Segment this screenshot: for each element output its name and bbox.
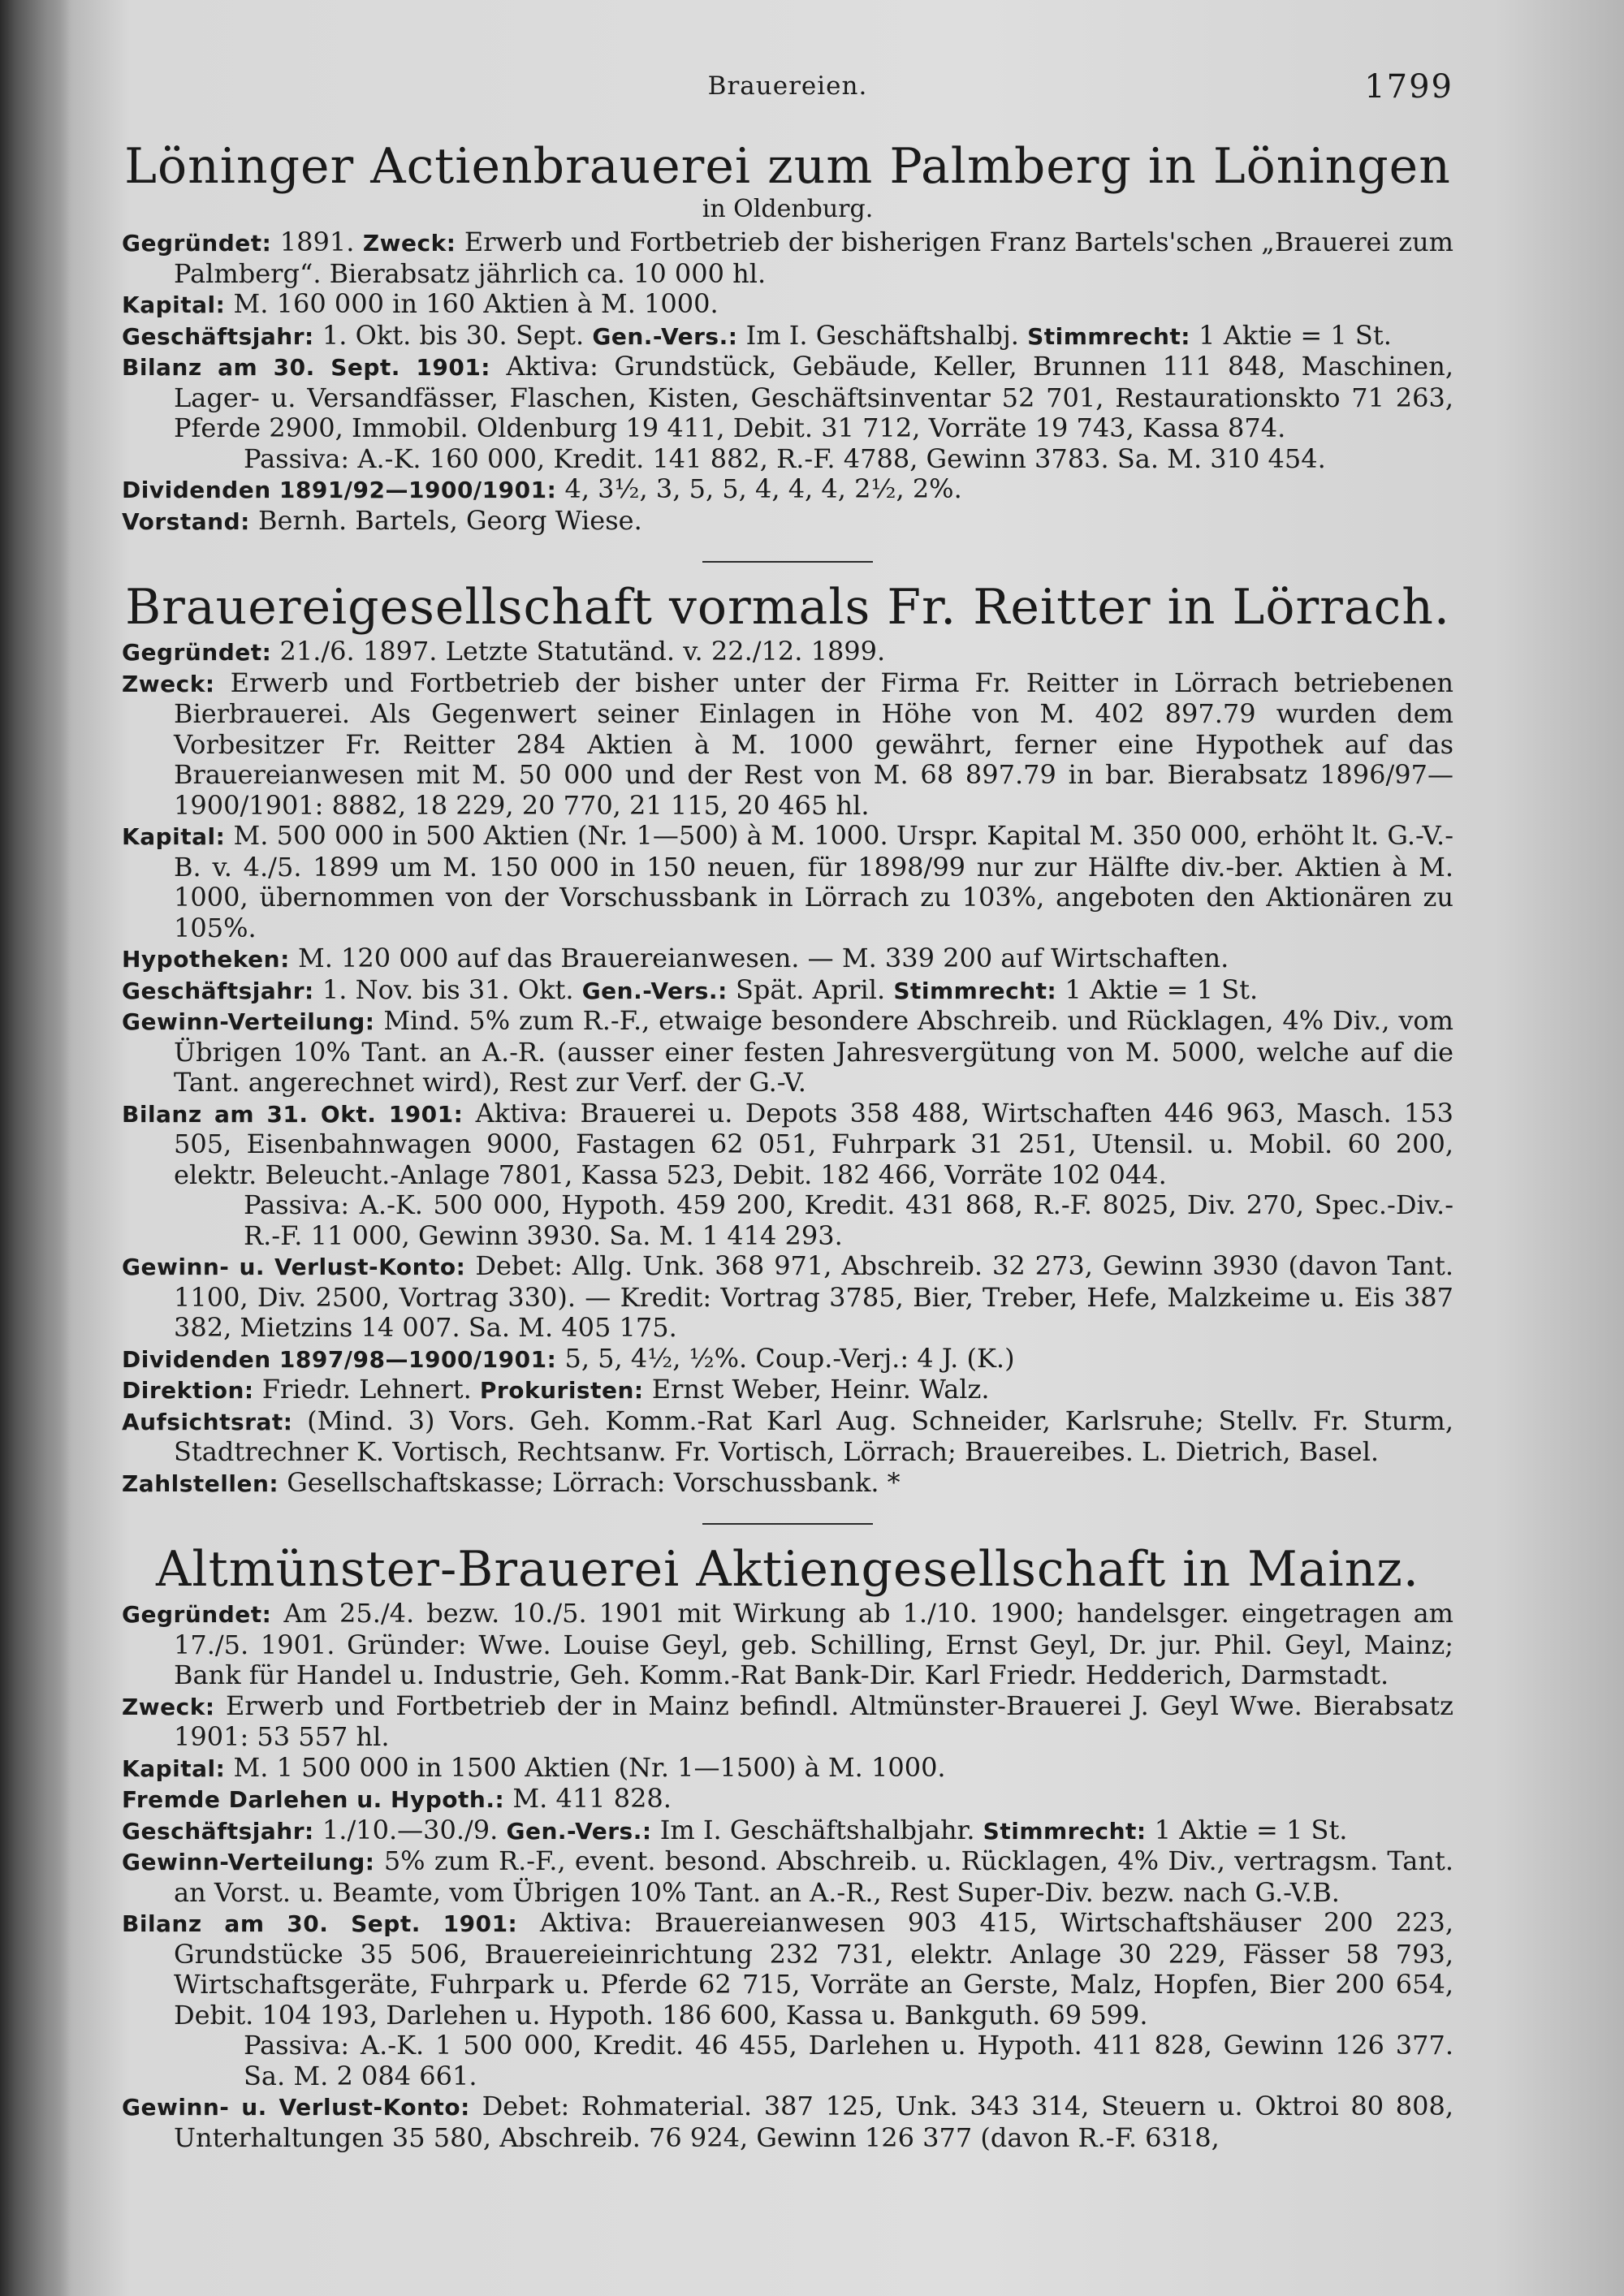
field-text: (Mind. 3) Vors. Geh. Komm.-Rat Karl Aug. Schneider, Karlsruhe; Stellv. Fr. Sturm, Stadtrechner K. Vortisch, Rechtsanw. Fr. Vortisch, Lörrach; Brauereibes. L. Dietrich, Basel. [174, 1405, 1454, 1467]
field-text: Aktiva: Brauereianwesen 903 415, Wirtschaftshäuser 200 223, Grundstücke 35 506, Brauereieinrichtung 232 731, elektr. Anlage 30 229, Fässer 58 793, Wirtschaftsgeräte, Fuhrpark u. Pferde 62 715, Vorräte an Gerste, Malz, Hopfen, Bier 200 654, Debit. 104 193, Darlehen u. Hypoth. 186 600, Kassa u. Bankguth. 69 599. [174, 1907, 1454, 2031]
field-text: 1 Aktie = 1 St. [1199, 319, 1392, 351]
entry-line [122, 227, 1453, 289]
field-text: Mind. 5% zum R.-F., etwaige besondere Abschreib. und Rücklagen, 4% Div., vom Übrigen 10% Tant. an A.-R. (ausser einer festen Jahresvergütung von M. 5000, welche auf die Tant. angerechnet wird), Rest zur Verf. der G.-V. [174, 1005, 1454, 1098]
entry-line [122, 2091, 1453, 2153]
field-label: Bilanz am 30. Sept. 1901: [122, 354, 491, 381]
field-label: Dividenden 1897/98—1900/1901: [122, 1345, 557, 1373]
field-label: Gewinn- u. Verlust-Konto: [122, 1254, 466, 1280]
field-text: Friedr. Lehnert. [261, 1374, 472, 1405]
entry-line [122, 637, 1453, 668]
field-text: 5% zum R.-F., event. besond. Abschreib. u. Rücklagen, 4% Div., vertragsm. Tant. an Vorst. u. Beamte, vom Übrigen 10% Tant. an A.-R., Rest Super-Div. bezw. nach G.-V.B. [174, 1845, 1454, 1908]
field-text: Passiva: A.-K. 1 500 000, Kredit. 46 455, Darlehen u. Hypoth. 411 828, Gewinn 126 377. Sa. M. 2 084 661. [244, 2030, 1453, 2091]
field-label: Gen.-Vers.: [592, 322, 738, 350]
field-label: Gewinn-Verteilung: [122, 1849, 375, 1875]
field-label: Gegründet: [122, 639, 272, 666]
field-label: Gegründet: [122, 230, 272, 257]
page-number: 1799 [1364, 68, 1453, 106]
field-text: Spät. April. [735, 973, 886, 1005]
running-head [122, 65, 1453, 122]
entry-line [122, 1784, 1453, 1815]
field-text: 1 Aktie = 1 St. [1065, 973, 1259, 1005]
field-label: Geschäftsjahr: [122, 977, 314, 1004]
entry-line [122, 474, 1453, 506]
field-text: Im I. Geschäftshalbj. [745, 319, 1019, 351]
field-text: 5, 5, 4½, ½%. Coup.-Verj.: 4 J. (K.) [564, 1342, 1015, 1374]
entry-line [122, 943, 1453, 975]
book-binding-shadow [0, 0, 70, 2296]
field-text: 1 Aktie = 1 St. [1154, 1814, 1348, 1845]
entry-line [122, 1006, 1453, 1098]
entry-line [122, 1098, 1453, 1191]
entry-title: Löninger Actienbrauerei zum Palmberg in Löningen [124, 138, 1451, 195]
field-text: 1891. [279, 227, 363, 257]
field-label: Zweck: [122, 1693, 215, 1720]
running-head-title: Brauereien. [707, 71, 868, 101]
field-label: Vorstand: [122, 507, 250, 535]
field-text: 1./10.—30./9. [322, 1814, 499, 1845]
field-text: M. 500 000 in 500 Aktien (Nr. 1—500) à M. 1000. Urspr. Kapital M. 350 000, erhöht lt. G.-V.-B. v. 4./5. 1899 um M. 150 000 in 150 neuen, für 1898/99 nur zur Hälfte div.-ber. Aktien à M. 1000, übernommen von der Vorschussbank in Lörrach zu 103%, angeboten den Aktionären zu 105%. [174, 820, 1453, 943]
field-text: M. 1 500 000 in 1500 Aktien (Nr. 1—1500) à M. 1000. [233, 1751, 946, 1783]
entry-line [122, 289, 1453, 321]
field-text: 1. Nov. bis 31. Okt. [322, 973, 574, 1005]
section-divider [702, 1523, 873, 1525]
field-text: M. 120 000 auf das Brauereianwesen. — M. 339 200 auf Wirtschaften. [297, 943, 1229, 973]
page-content [122, 65, 1453, 2257]
entry-line [122, 352, 1453, 444]
field-text: Ernst Weber, Heinr. Walz. [651, 1374, 990, 1405]
entry-line [122, 321, 1453, 352]
field-label: Aufsichtsrat: [122, 1408, 293, 1435]
entry-reitter [122, 579, 1454, 1499]
entry-line [122, 1468, 1453, 1500]
field-text: Aktiva: Brauerei u. Depots 358 488, Wirtschaften 446 963, Masch. 153 505, Eisenbahnwagen 9000, Fastagen 62 051, Fuhrpark 31 251, Utensil. u. Mobil. 60 200, elektr. Beleucht.-Anlage 7801, Kassa 523, Debit. 182 466, Vorräte 102 044. [174, 1097, 1454, 1190]
field-label: Gen.-Vers.: [581, 977, 728, 1004]
entry-title: Brauereigesellschaft vormals Fr. Reitter in Lörrach. [125, 579, 1450, 636]
field-label: Hypotheken: [122, 946, 290, 973]
field-text: Erwerb und Fortbetrieb der in Mainz befindl. Altmünster-Brauerei J. Geyl Wwe. Bierabsatz 1901: 53 557 hl. [174, 1690, 1454, 1752]
field-label: Stimmrecht: [983, 1817, 1147, 1845]
field-text: Erwerb und Fortbetrieb der bisherigen Franz Bartels'schen „Brauerei zum Palmberg“. Bierabsatz jährlich ca. 10 000 hl. [174, 227, 1454, 289]
field-text: Passiva: A.-K. 500 000, Hypoth. 459 200, Kredit. 431 868, R.-F. 8025, Div. 270, Spec.-Div.-R.-F. 11 000, Gewinn 3930. Sa. M. 1 414 293. [244, 1189, 1453, 1251]
entry-line [122, 975, 1453, 1007]
entry-line [122, 1375, 1453, 1406]
entry-subtitle: in Oldenburg. [702, 195, 874, 223]
field-text: Im I. Geschäftshalbjahr. [659, 1814, 975, 1845]
field-text: 4, 3½, 3, 5, 5, 4, 4, 4, 2½, 2%. [564, 473, 962, 504]
entry-line-passiva [122, 1190, 1453, 1251]
field-text: 21./6. 1897. Letzte Statutänd. v. 22./12. 1899. [279, 636, 886, 667]
field-text: M. 411 828. [512, 1783, 672, 1814]
field-label: Fremde Darlehen u. Hypoth.: [122, 1786, 505, 1813]
entry-line-passiva [122, 444, 1453, 475]
field-text: Erwerb und Fortbetrieb der bisher unter der Firma Fr. Reitter in Lörrach betriebenen Bierbrauerei. Als Gegenwert seiner Einlagen in Höhe von M. 402 897.79 wurden dem Vorbesitzer Fr. Reitter 284 Aktien à M. 1000 gewährt, ferner eine Hypothek auf das Brauereianwesen mit M. 50 000 und der Rest von M. 68 897.79 in bar. Bierabsatz 1896/97—1900/1901: 8882, 18 229, 20 770, 21 115, 20 465 hl. [174, 667, 1454, 821]
entry-line [122, 1344, 1453, 1375]
field-text: Aktiva: Grundstück, Gebäude, Keller, Brunnen 111 848, Maschinen, Lager- u. Versandfässer, Flaschen, Kisten, Geschäftsinventar 52 701, Restaurationskto 71 263, Pferde 2900, Immobil. Oldenburg 19 411, Debit. 31 712, Vorräte 19 743, Kassa 874. [174, 351, 1454, 443]
entry-line [122, 821, 1453, 943]
field-label: Prokuristen: [479, 1377, 644, 1404]
field-label: Direktion: [122, 1377, 254, 1404]
entry-line [122, 1846, 1453, 1908]
field-text: Bernh. Bartels, Georg Wiese. [257, 504, 642, 536]
field-label: Zweck: [362, 230, 456, 257]
field-text: Debet: Allg. Unk. 368 971, Abschreib. 32 273, Gewinn 3930 (davon Tant. 1100, Div. 2500, Vortrag 330). — Kredit: Vortrag 3785, Bier, Treber, Hefe, Malzkeime u. Eis 387 382, Mietzins 14 007. Sa. M. 405 175. [174, 1250, 1454, 1343]
entry-line [122, 1599, 1453, 1691]
entry-line [122, 668, 1453, 822]
field-text: Debet: Rohmaterial. 387 125, Unk. 343 314, Steuern u. Oktroi 80 808, Unterhaltungen 35 580, Abschreib. 76 924, Gewinn 126 377 (davon R.-F. 6318, [174, 2091, 1454, 2153]
field-label: Gewinn- u. Verlust-Konto: [122, 2094, 470, 2121]
field-text: Am 25./4. bezw. 10./5. 1901 mit Wirkung ab 1./10. 1900; handelsger. eingetragen am 17./5. 1901. Gründer: Wwe. Louise Geyl, geb. Schilling, Ernst Geyl, Dr. jur. Phil. Geyl, Mainz; Bank für Handel u. Industrie, Geh. Komm.-Rat Bank-Dir. Karl Friedr. Hedderich, Darmstadt. [174, 1598, 1454, 1690]
entry-line [122, 1753, 1453, 1785]
field-label: Dividenden 1891/92—1900/1901: [122, 477, 557, 503]
field-text: Gesellschaftskasse; Lörrach: Vorschussbank. * [287, 1466, 901, 1498]
entry-line [122, 506, 1453, 537]
field-text: M. 160 000 in 160 Aktien à M. 1000. [233, 288, 719, 319]
section-divider [702, 561, 873, 563]
field-label: Kapital: [122, 823, 226, 850]
field-label: Zweck: [122, 670, 215, 697]
entry-altmuenster [122, 1541, 1454, 2153]
field-text: Passiva: A.-K. 160 000, Kredit. 141 882, R.-F. 4788, Gewinn 3783. Sa. M. 310 454. [244, 442, 1326, 474]
field-label: Kapital: [122, 1754, 226, 1782]
field-label: Gegründet: [122, 1601, 272, 1628]
field-label: Gewinn-Verteilung: [122, 1008, 375, 1035]
field-label: Bilanz am 31. Okt. 1901: [122, 1100, 464, 1128]
entry-line [122, 1815, 1453, 1847]
entry-title: Altmünster-Brauerei Aktiengesellschaft in Mainz. [156, 1541, 1419, 1598]
field-label: Stimmrecht: [1027, 322, 1190, 350]
entry-line [122, 1406, 1453, 1468]
field-label: Gen.-Vers.: [506, 1817, 652, 1845]
entry-line [122, 1251, 1453, 1344]
field-text: 1. Okt. bis 30. Sept. [322, 319, 585, 351]
field-label: Geschäftsjahr: [122, 322, 314, 350]
entry-line-passiva [122, 2031, 1453, 2091]
field-label: Zahlstellen: [122, 1470, 279, 1497]
field-label: Kapital: [122, 291, 226, 318]
entry-line [122, 1908, 1453, 2031]
entry-loeninger [122, 138, 1454, 537]
field-label: Geschäftsjahr: [122, 1817, 314, 1845]
field-label: Bilanz am 30. Sept. 1901: [122, 1910, 518, 1937]
field-label: Stimmrecht: [893, 977, 1057, 1004]
entry-line [122, 1691, 1453, 1753]
